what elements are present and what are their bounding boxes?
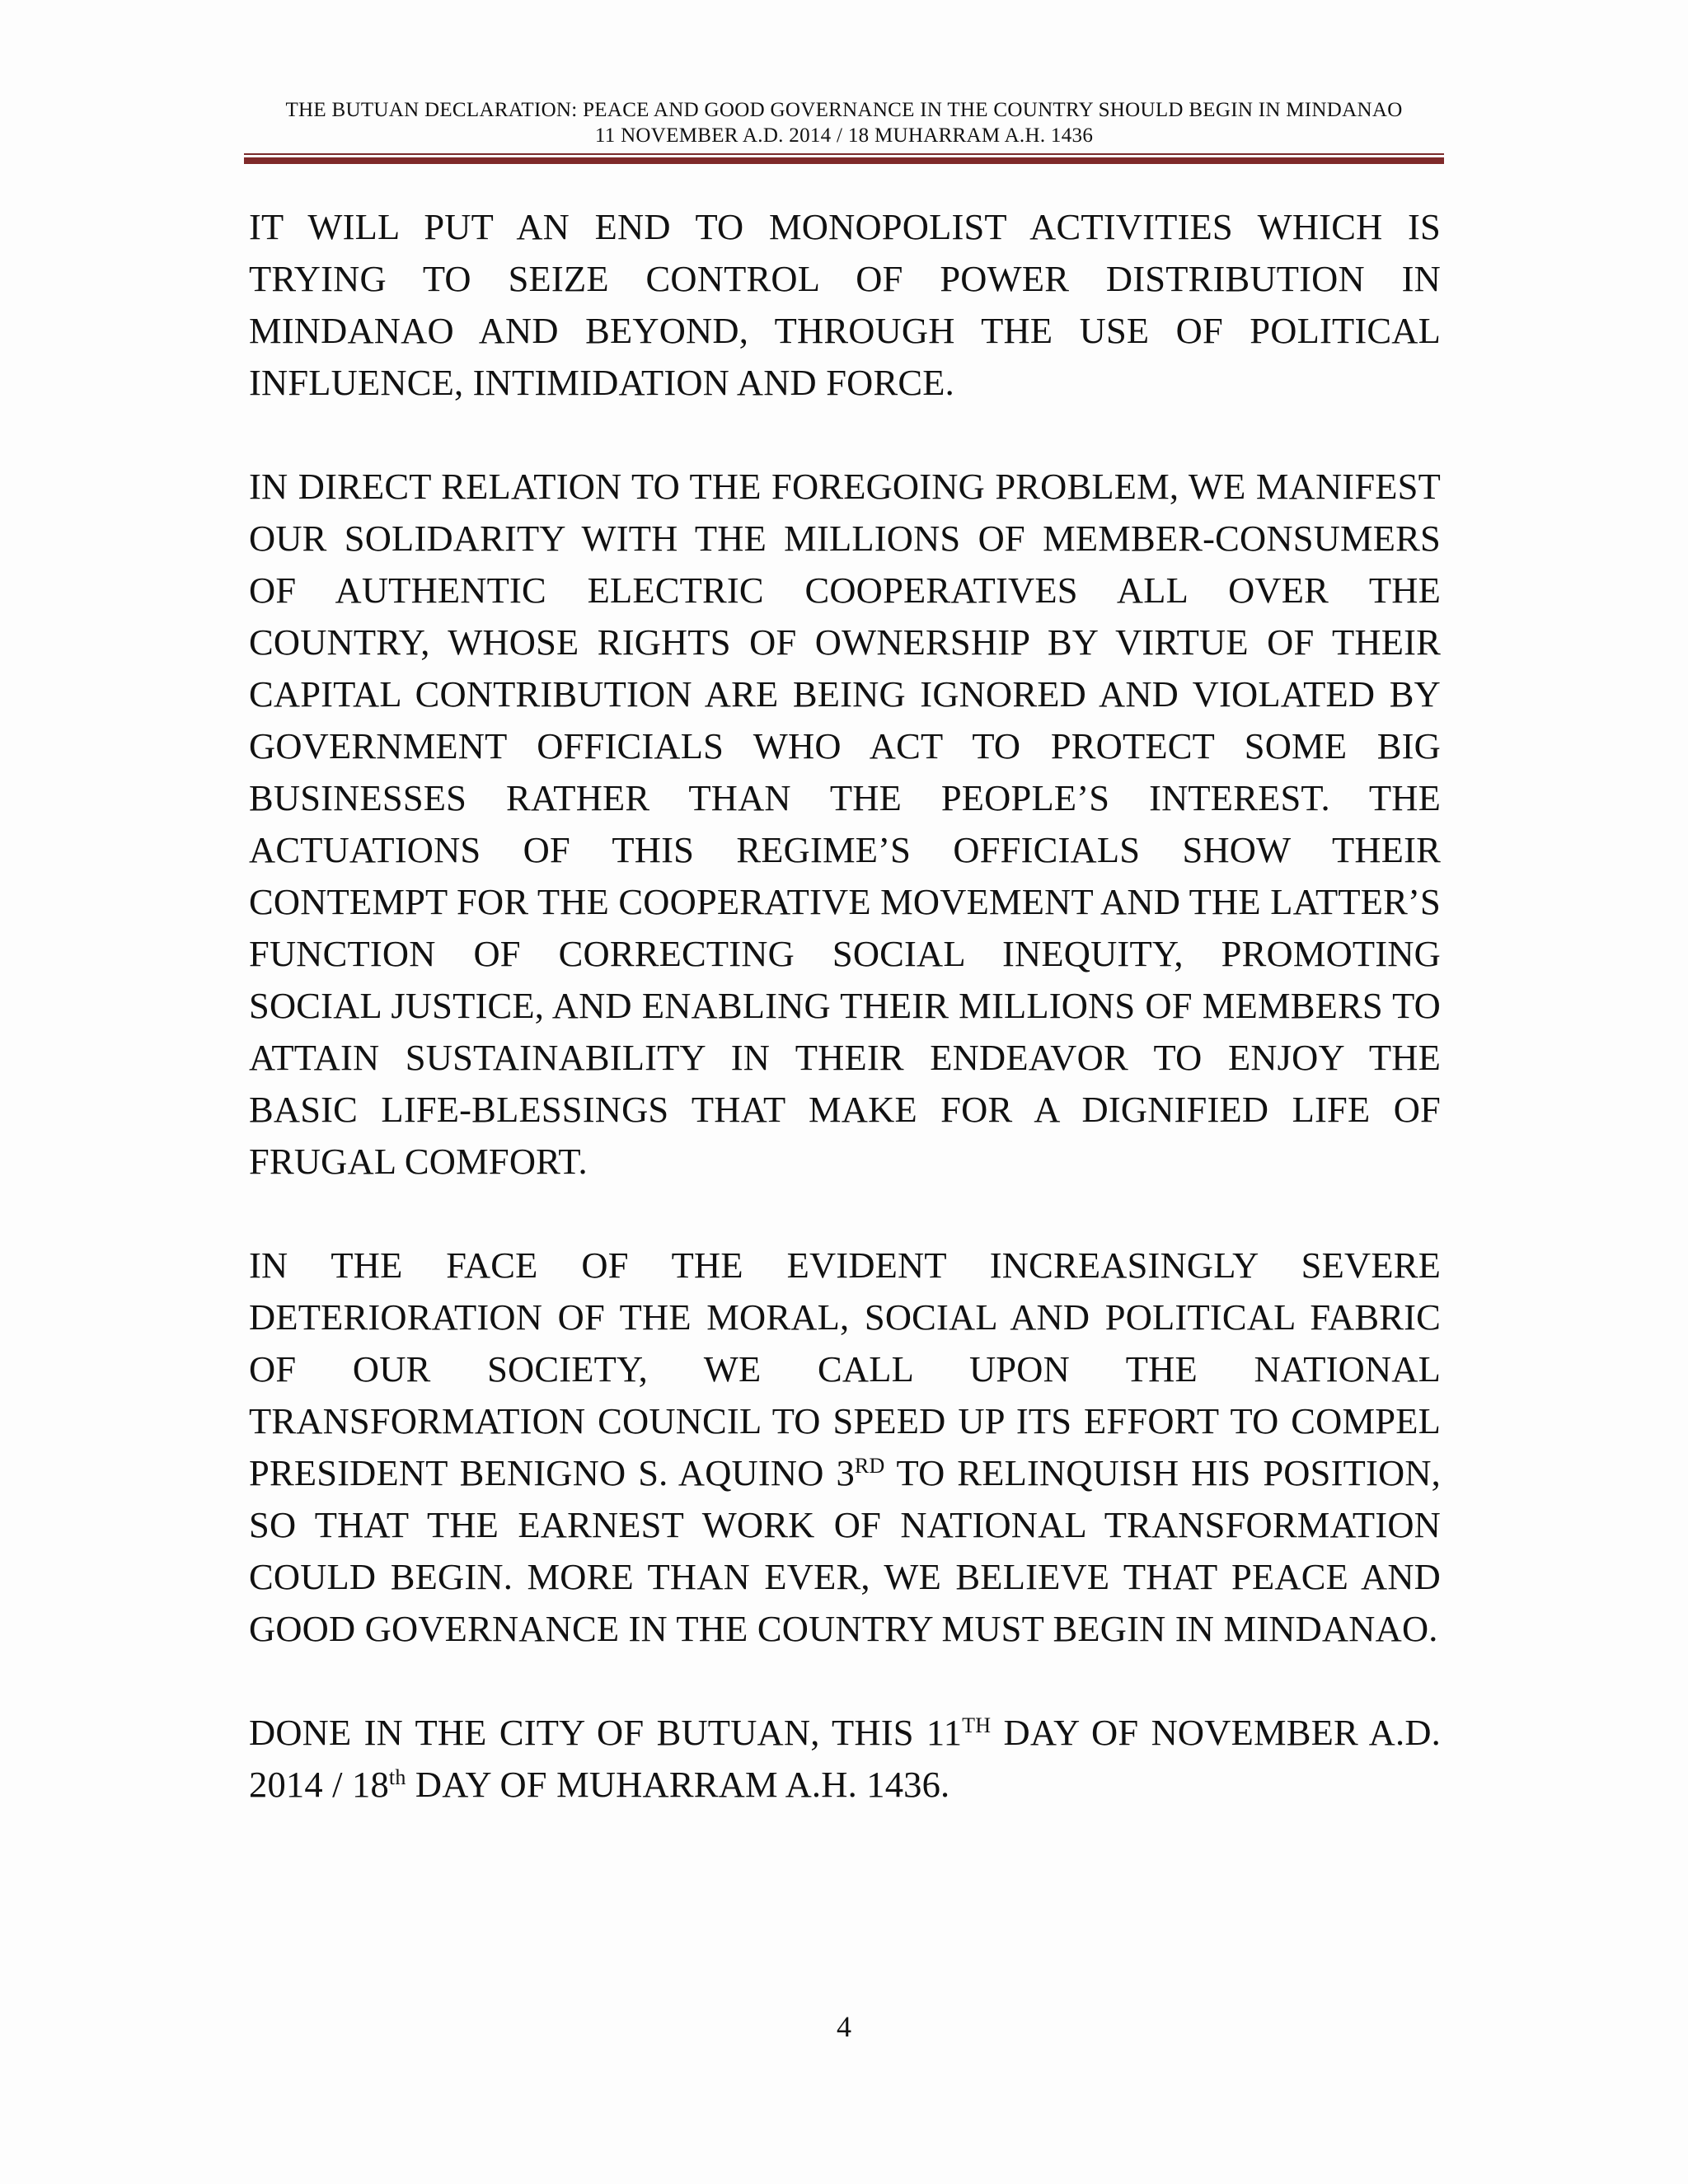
ordinal-superscript: TH xyxy=(962,1713,992,1737)
paragraph-call-text-1: IN THE FACE OF THE EVIDENT INCREASINGLY SEVERE DETERIORATION OF THE MORAL, SOCIAL AND POLITICAL FABRIC OF OUR SOCIETY, WE CALL UPON THE NATIONAL TRANSFORMATION COUNCIL TO SPEED UP ITS EFFORT TO COMPEL PRESIDENT BENIGNO S. AQUINO 3 xyxy=(249,1244,1441,1493)
paragraph-call-to-action xyxy=(249,1240,1441,1655)
done-text-2: DAY OF NOVEMBER A.D. 2014 / 18 xyxy=(249,1712,1441,1805)
paragraph-monopolist: IT WILL PUT AN END TO MONOPOLIST ACTIVITIES WHICH IS TRYING TO SEIZE CONTROL OF POWER DISTRIBUTION IN MINDANAO AND BEYOND, THROUGH THE USE OF POLITICAL INFLUENCE, INTIMIDATION AND FORCE. xyxy=(249,206,1441,403)
paragraph-call-text-2: TO RELINQUISH HIS POSITION, SO THAT THE EARNEST WORK OF NATIONAL TRANSFORMATION COULD BEGIN. MORE THAN EVER, WE BELIEVE THAT PEACE AND GOOD GOVERNANCE IN THE COUNTRY MUST BEGIN IN MINDANAO. xyxy=(249,1452,1441,1649)
paragraph-done-in xyxy=(249,1707,1441,1811)
paragraph-solidarity: IN DIRECT RELATION TO THE FOREGOING PROBLEM, WE MANIFEST OUR SOLIDARITY WITH THE MILLIONS OF MEMBER-CONSUMERS OF AUTHENTIC ELECTRIC COOPERATIVES ALL OVER THE COUNTRY, WHOSE RIGHTS OF OWNERSHIP BY VIRTUE OF THEIR CAPITAL CONTRIBUTION ARE BEING IGNORED AND VIOLATED BY GOVERNMENT OFFICIALS WHO ACT TO PROTECT SOME BIG BUSINESSES RATHER THAN THE PEOPLE’S INTEREST. THE ACTUATIONS OF THIS REGIME’S OFFICIALS SHOW THEIR CONTEMPT FOR THE COOPERATIVE MOVEMENT AND THE LATTER’S FUNCTION OF CORRECTING SOCIAL INEQUITY, PROMOTING SOCIAL JUSTICE, AND ENABLING THEIR MILLIONS OF MEMBERS TO ATTAIN SUSTAINABILITY IN THEIR ENDEAVOR TO ENJOY THE BASIC LIFE-BLESSINGS THAT MAKE FOR A DIGNIFIED LIFE OF FRUGAL COMFORT. xyxy=(249,466,1441,1182)
document-body xyxy=(249,201,1441,1863)
ordinal-superscript: th xyxy=(388,1765,406,1789)
header-title: THE BUTUAN DECLARATION: PEACE AND GOOD GOVERNANCE IN THE COUNTRY SHOULD BEGIN IN MINDANAO xyxy=(285,99,1403,121)
page-number: 4 xyxy=(837,2010,851,2043)
header-rule-thick xyxy=(244,157,1444,164)
ordinal-superscript: RD xyxy=(854,1454,885,1478)
done-text-1: DONE IN THE CITY OF BUTUAN, THIS 11 xyxy=(249,1712,963,1753)
page-header xyxy=(244,97,1444,148)
header-rule xyxy=(244,153,1444,165)
done-text-3: DAY OF MUHARRAM A.H. 1436. xyxy=(406,1764,950,1805)
header-rule-thin xyxy=(244,153,1444,155)
header-date: 11 NOVEMBER A.D. 2014 / 18 MUHARRAM A.H. 1436 xyxy=(594,124,1094,147)
